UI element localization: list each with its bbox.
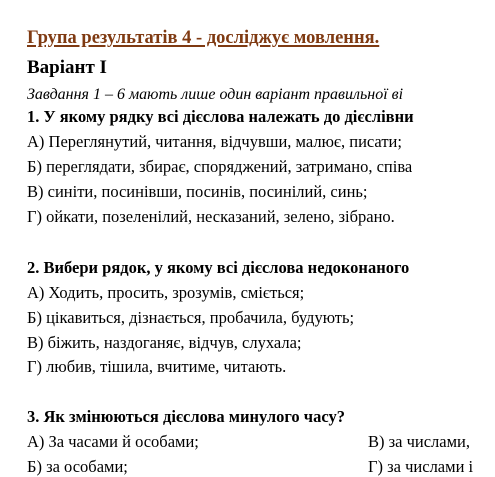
question-1-option-b: Б) переглядати, збирає, споряджений, затримано, співа xyxy=(27,157,413,176)
question-3-option-a: А) За часами й особами; xyxy=(27,432,199,451)
question-3-option-d: Г) за числами і xyxy=(368,457,474,476)
question-1: 1. У якому рядку всі дієслова належать до дієслівни xyxy=(27,107,414,126)
question-1-option-a: А) Переглянутий, читання, відчувши, малює, писати; xyxy=(27,132,402,151)
instruction-text: Завдання 1 – 6 мають лише один варіант правильної ві xyxy=(27,86,404,103)
question-3-option-b: Б) за особами; xyxy=(27,457,128,476)
question-2-option-d: Г) любив, тішила, вчитиме, читають. xyxy=(27,357,287,376)
question-2-option-b: Б) цікавиться, дізнається, пробачила, будують; xyxy=(27,308,355,327)
question-3: 3. Як змінюються дієслова минулого часу? xyxy=(27,407,345,426)
question-2-option-c: В) біжить, наздоганяє, відчув, слухала; xyxy=(27,333,302,352)
question-2: 2. Вибери рядок, у якому всі дієслова недоконаного xyxy=(27,258,410,277)
question-2-option-a: А) Ходить, просить, зрозумів, сміється; xyxy=(27,283,305,302)
variant-heading: Варіант І xyxy=(27,57,107,78)
question-3-option-c: В) за числами, xyxy=(368,432,470,451)
question-1-option-d: Г) ойкати, позеленілий, несказаний, зелено, зібрано. xyxy=(27,207,395,226)
question-1-option-c: В) синіти, посинівши, посинів, посинілий, синь; xyxy=(27,182,368,201)
results-group-heading: Група результатів 4 - досліджує мовлення. xyxy=(27,28,380,48)
